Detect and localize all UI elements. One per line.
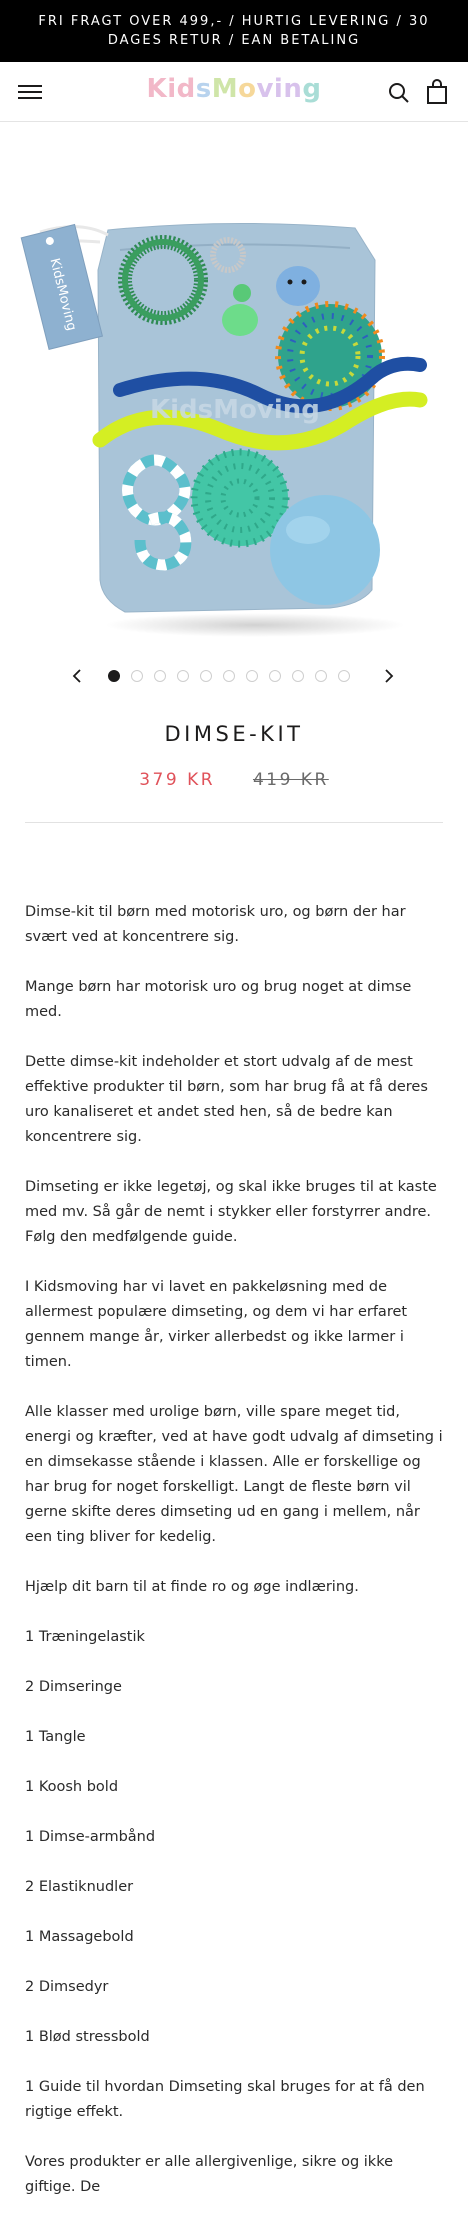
- carousel-dot[interactable]: [246, 670, 258, 682]
- carousel-nav: [0, 662, 468, 690]
- logo-part: g: [302, 74, 322, 104]
- regular-price: 419 KR: [252, 770, 329, 790]
- chevron-left-icon[interactable]: [68, 666, 88, 686]
- stress-ball: [270, 495, 380, 605]
- kidsmoving-tag: [21, 225, 102, 350]
- carousel-dot[interactable]: [131, 670, 143, 682]
- carousel-dots: [108, 670, 350, 682]
- description-paragraph: Alle klasser med urolige børn, ville spare meget tid, energi og kræfter, ved at have godt udvalg af dimseting i en dimsekasse stående i klassen. Alle er forskellige og har brug for noget forskelligt. Langt de fleste børn vil gerne skifte deres dimseting ud en gang i mellem, når een ting bliver for kedelig.: [25, 1404, 443, 1545]
- carousel-dot[interactable]: [338, 670, 350, 682]
- blue-squishy: [276, 266, 320, 306]
- carousel-dot[interactable]: [200, 670, 212, 682]
- description-paragraph: 1 Massagebold: [25, 1929, 134, 1945]
- green-figure-head: [233, 284, 251, 302]
- carousel-dot[interactable]: [315, 670, 327, 682]
- description-paragraph: 1 Blød stressbold: [25, 2029, 150, 2045]
- sale-price: 379 KR: [139, 770, 216, 790]
- site-header: [0, 62, 468, 122]
- description-paragraph: 1 Tangle: [25, 1729, 86, 1745]
- description-paragraph: 2 Dimsedyr: [25, 1979, 109, 1995]
- description-paragraph: Mange børn har motorisk uro og brug noget at dimse med.: [25, 979, 412, 1020]
- green-figure: [222, 304, 258, 336]
- chevron-right-icon[interactable]: [378, 666, 398, 686]
- description-paragraph: 1 Koosh bold: [25, 1779, 119, 1795]
- logo-part: o: [238, 74, 257, 104]
- carousel-dot[interactable]: [223, 670, 235, 682]
- carousel-dot[interactable]: [108, 670, 120, 682]
- carousel-dot[interactable]: [269, 670, 281, 682]
- logo-part: M: [211, 74, 239, 104]
- description-paragraph: Hjælp dit barn til at finde ro og øge indlæring.: [25, 1579, 359, 1595]
- logo-part: vin: [256, 74, 303, 104]
- description-paragraph: Dimseting er ikke legetøj, og skal ikke bruges til at kaste med mv. Så går de nemt i stykker eller forstyrrer andre. Følg den medfølgende guide.: [25, 1179, 437, 1245]
- product-title: DIMSE-KIT: [164, 722, 304, 746]
- price-block: [0, 770, 468, 790]
- cart-icon[interactable]: [425, 79, 449, 105]
- carousel-dot[interactable]: [292, 670, 304, 682]
- announcement-text: FRI FRAGT OVER 499,- / HURTIG LEVERING / 30 DAGES RETUR / EAN BETALING: [38, 14, 430, 48]
- description-paragraph: 2 Elastiknudler: [25, 1879, 134, 1895]
- logo-part: s: [195, 74, 212, 104]
- search-icon[interactable]: [387, 81, 411, 105]
- description-paragraph: I Kidsmoving har vi lavet en pakkeløsning med de allermest populære dimseting, og dem vi har erfaret gennem mange år, virker allerbedst og ikke larmer i timen.: [25, 1279, 408, 1370]
- carousel-dot[interactable]: [154, 670, 166, 682]
- description-paragraph: 2 Dimseringe: [25, 1679, 122, 1695]
- description-paragraph: 1 Guide til hvordan Dimseting skal bruges for at få den rigtige effekt.: [25, 2079, 425, 2120]
- carousel-dot[interactable]: [177, 670, 189, 682]
- product-image[interactable]: [0, 200, 468, 640]
- description-paragraph: 1 Træningelastik: [25, 1629, 145, 1645]
- description-paragraph: Vores produkter er alle allergivenlige, sikre og ikke giftige. De: [25, 2154, 394, 2195]
- description-paragraph: Dette dimse-kit indeholder et stort udvalg af de mest effektive produkter til børn, som har brug få at få deres uro kanaliseret et andet sted hen, så de bedre kan koncentrere sig.: [25, 1054, 428, 1145]
- description-paragraph: 1 Dimse-armbånd: [25, 1829, 156, 1845]
- announcement-bar: [0, 0, 468, 62]
- product-description: [25, 900, 447, 2225]
- logo-part: Kid: [146, 74, 196, 104]
- bag-text: KidsMoving: [150, 395, 320, 425]
- divider: [25, 822, 443, 823]
- image-shadow: [105, 613, 405, 637]
- tag-text: KidsMoving: [46, 256, 79, 333]
- description-paragraph: Dimse-kit til børn med motorisk uro, og børn der har svært ved at koncentrere sig.: [25, 904, 406, 945]
